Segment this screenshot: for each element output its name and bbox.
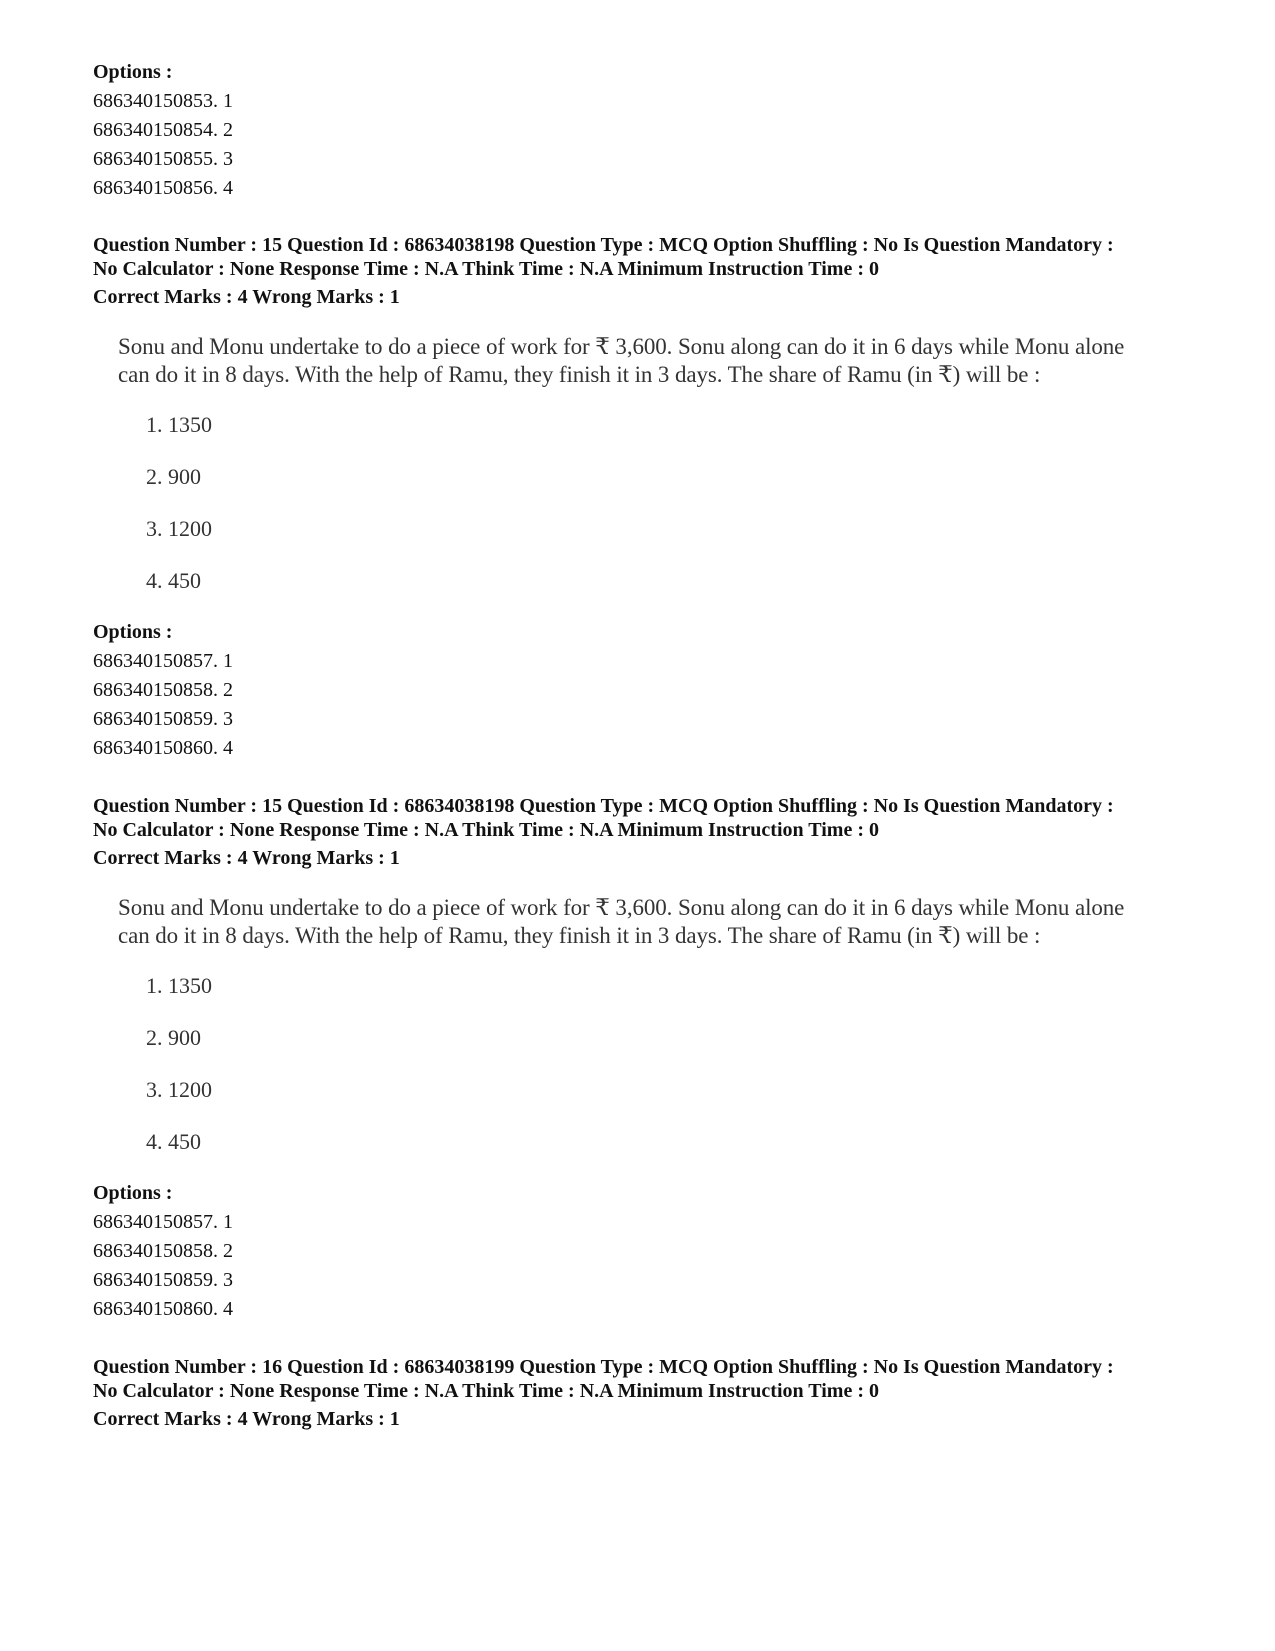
question-header-q15-first xyxy=(93,233,1203,281)
question-image-q15-second xyxy=(118,894,1198,1154)
answer-choice: 2. 900 xyxy=(146,1025,201,1050)
question-image-q15-first xyxy=(118,333,1198,593)
option-id: 686340150854. 2 xyxy=(93,119,233,141)
answer-choice: 4. 450 xyxy=(146,1129,201,1154)
question-meta-line: No Calculator : None Response Time : N.A Think Time : N.A Minimum Instruction Time : 0 xyxy=(93,1380,879,1402)
option-id: 686340150855. 3 xyxy=(93,148,233,170)
marks-line xyxy=(93,283,1203,312)
answer-choice: 4. 450 xyxy=(146,568,201,593)
options-block-q15-second xyxy=(93,1179,1203,1324)
option-id: 686340150860. 4 xyxy=(93,1298,233,1320)
options-heading: Options : xyxy=(93,1182,173,1204)
option-id: 686340150853. 1 xyxy=(93,90,233,112)
answer-choice: 1. 1350 xyxy=(146,973,212,998)
answer-choice: 1. 1350 xyxy=(146,412,212,437)
question-text-line: Sonu and Monu undertake to do a piece of work for ₹ 3,600. Sonu along can do it in 6 days while Monu alone xyxy=(118,334,1125,359)
options-heading: Options : xyxy=(93,621,173,643)
question-meta-line: Question Number : 15 Question Id : 68634038198 Question Type : MCQ Option Shuffling : No Is Question Mandatory : xyxy=(93,234,1114,256)
question-meta-line: Question Number : 15 Question Id : 68634038198 Question Type : MCQ Option Shuffling : No Is Question Mandatory : xyxy=(93,795,1114,817)
option-id: 686340150859. 3 xyxy=(93,708,233,730)
option-id: 686340150858. 2 xyxy=(93,679,233,701)
marks-text: Correct Marks : 4 Wrong Marks : 1 xyxy=(93,1408,400,1430)
option-id: 686340150857. 1 xyxy=(93,650,233,672)
answer-choice: 3. 1200 xyxy=(146,1077,212,1102)
marks-line xyxy=(93,1405,1203,1434)
question-header-q15-second xyxy=(93,794,1203,842)
question-text-line: can do it in 8 days. With the help of Ramu, they finish it in 3 days. The share of Ramu (in ₹) will be : xyxy=(118,362,1041,387)
question-text-line: Sonu and Monu undertake to do a piece of work for ₹ 3,600. Sonu along can do it in 6 days while Monu alone xyxy=(118,895,1125,920)
marks-text: Correct Marks : 4 Wrong Marks : 1 xyxy=(93,847,400,869)
options-block-q15-first xyxy=(93,618,1203,763)
marks-line xyxy=(93,844,1203,873)
marks-text: Correct Marks : 4 Wrong Marks : 1 xyxy=(93,286,400,308)
answer-choice: 3. 1200 xyxy=(146,516,212,541)
question-meta-line: No Calculator : None Response Time : N.A Think Time : N.A Minimum Instruction Time : 0 xyxy=(93,819,879,841)
answer-choice: 2. 900 xyxy=(146,464,201,489)
question-header-q16 xyxy=(93,1355,1203,1403)
option-id: 686340150859. 3 xyxy=(93,1269,233,1291)
options-block-q14 xyxy=(93,58,1203,203)
question-meta-line: No Calculator : None Response Time : N.A Think Time : N.A Minimum Instruction Time : 0 xyxy=(93,258,879,280)
option-id: 686340150860. 4 xyxy=(93,737,233,759)
option-id: 686340150857. 1 xyxy=(93,1211,233,1233)
option-id: 686340150858. 2 xyxy=(93,1240,233,1262)
question-meta-line: Question Number : 16 Question Id : 68634038199 Question Type : MCQ Option Shuffling : No Is Question Mandatory : xyxy=(93,1356,1114,1378)
question-text-line: can do it in 8 days. With the help of Ramu, they finish it in 3 days. The share of Ramu (in ₹) will be : xyxy=(118,923,1041,948)
option-id: 686340150856. 4 xyxy=(93,177,233,199)
options-heading: Options : xyxy=(93,61,173,83)
